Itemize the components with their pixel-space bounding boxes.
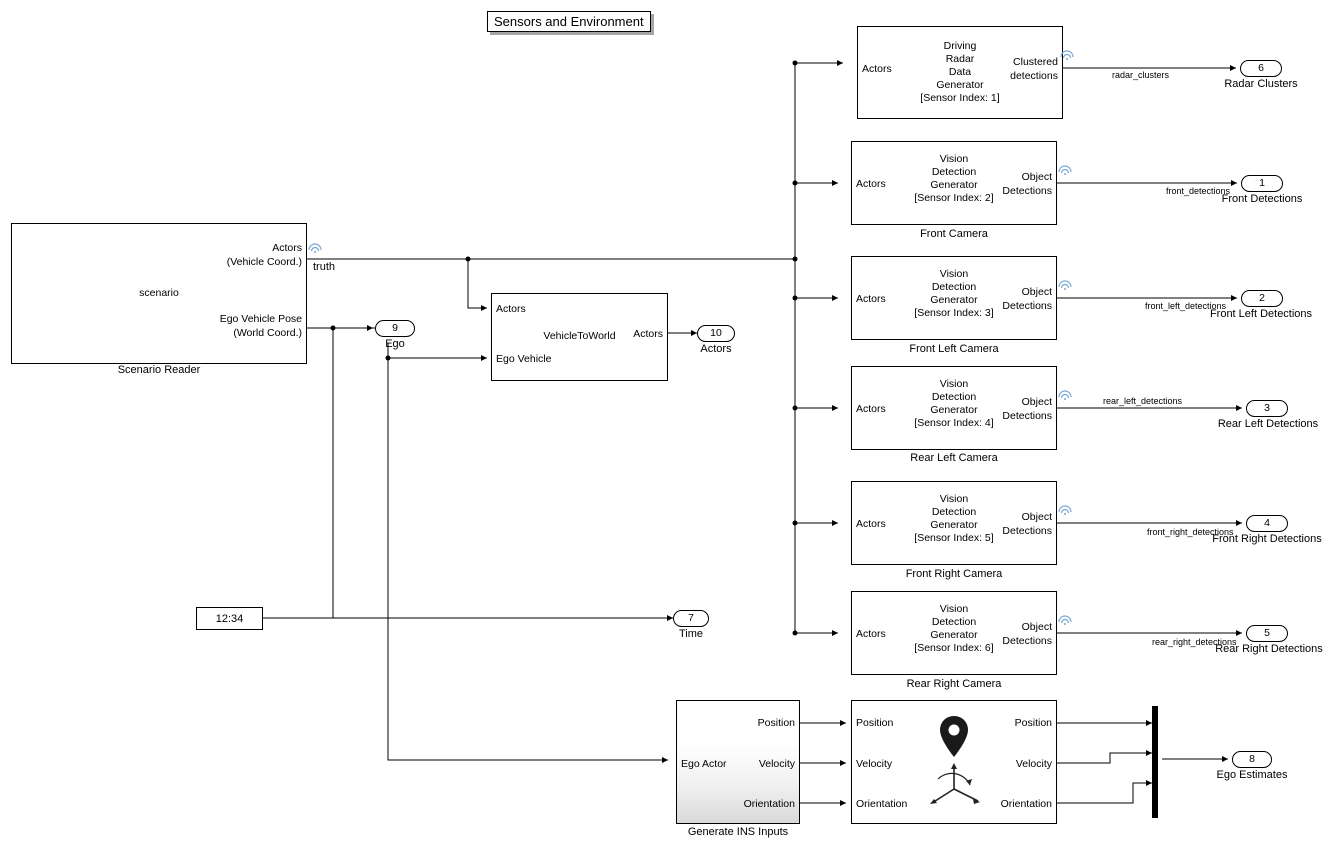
sensor-front-right-camera-caption: Front Right Camera: [905, 568, 1003, 580]
sensor-radar-in-actors: Actors: [862, 63, 892, 75]
scenario-reader-out-actors-line1: Actors: [272, 242, 302, 254]
vehicle-to-world-block[interactable]: [491, 293, 668, 381]
outport-actors[interactable]: 10: [697, 325, 735, 342]
sensor-radar-title-4: Generator: [936, 79, 984, 91]
wireless-signal-icon-rear-right: [1058, 615, 1072, 625]
ins-sensor-in-velocity: Velocity: [856, 758, 893, 770]
sensor-front-title-1: Vision: [939, 153, 969, 165]
vehicle-to-world-title: VehicleToWorld: [543, 330, 616, 342]
sensor-radar-title-5: [Sensor Index: 1]: [920, 92, 1000, 104]
scenario-reader-out-ego-line1: Ego Vehicle Pose: [219, 313, 302, 325]
outport-time-caption: Time: [678, 628, 704, 640]
signal-label-radar-clusters: radar_clusters: [1112, 70, 1170, 80]
sensor-front-out-line1: Object: [1021, 171, 1052, 183]
outport-rear-right-detections-caption: Rear Right Detections: [1215, 643, 1323, 655]
sensor-rear-right-camera-caption: Rear Right Camera: [906, 678, 1002, 690]
sensor-rear-right-title-2: Detection: [931, 616, 977, 628]
ins-sensor-in-position: Position: [856, 717, 894, 729]
signal-label-rear-left-detections: rear_left_detections: [1103, 396, 1183, 406]
sensor-rear-left-title-1: Vision: [939, 378, 969, 390]
sensor-front-left-title-4: [Sensor Index: 3]: [914, 307, 994, 319]
sensor-front-left-camera-caption: Front Left Camera: [909, 343, 999, 355]
outport-actors-caption: Actors: [700, 343, 732, 355]
signal-label-front-right-detections: front_right_detections: [1147, 527, 1234, 537]
map-pin-icon: [934, 713, 974, 761]
outport-rear-left-detections[interactable]: 3: [1246, 400, 1288, 417]
wireless-signal-icon-front: [1058, 165, 1072, 175]
sensor-front-title-2: Detection: [931, 166, 977, 178]
sensor-front-left-out-line1: Object: [1021, 286, 1052, 298]
sensor-radar-out-line2: detections: [1010, 70, 1058, 82]
outport-front-right-detections-caption: Front Right Detections: [1212, 533, 1322, 545]
outport-front-right-detections[interactable]: 4: [1246, 515, 1288, 532]
sensor-rear-left-camera-caption: Rear Left Camera: [910, 452, 998, 464]
vehicle-to-world-in-actors: Actors: [496, 303, 526, 315]
sensor-front-right-title-4: [Sensor Index: 5]: [914, 532, 994, 544]
outport-ego-estimates-caption: Ego Estimates: [1216, 769, 1288, 781]
outport-front-detections[interactable]: 1: [1241, 175, 1283, 192]
signal-label-truth: truth: [313, 261, 336, 273]
coordinate-axes-icon: [926, 761, 982, 813]
sensor-front-right-title-2: Detection: [931, 506, 977, 518]
sensor-radar-title-3: Data: [948, 66, 972, 78]
signal-label-front-left-detections: front_left_detections: [1145, 301, 1227, 311]
sensor-rear-left-out-line1: Object: [1021, 396, 1052, 408]
wireless-signal-icon-rear-left: [1058, 390, 1072, 400]
ins-sensor-in-orientation: Orientation: [856, 798, 908, 810]
sensor-rear-left-in-actors: Actors: [856, 403, 886, 415]
scenario-reader-out-ego-line2: (World Coord.): [233, 327, 302, 339]
sensor-rear-right-out-line1: Object: [1021, 621, 1052, 633]
sensor-block-radar[interactable]: [857, 26, 1063, 119]
scenario-reader-block[interactable]: [11, 223, 307, 364]
ins-sensor-out-position: Position: [1014, 717, 1052, 729]
signal-label-rear-right-detections: rear_right_detections: [1152, 637, 1237, 647]
annotation-sensors-and-environment: Sensors and Environment: [487, 11, 651, 32]
outport-front-detections-caption: Front Detections: [1221, 193, 1303, 205]
sensor-front-left-out-line2: Detections: [1002, 300, 1052, 312]
sensor-rear-left-title-2: Detection: [931, 391, 977, 403]
ins-sensor-out-velocity: Velocity: [1015, 758, 1052, 770]
sensor-front-right-title-1: Vision: [939, 493, 969, 505]
ins-sensor-out-orientation: Orientation: [1000, 798, 1052, 810]
outport-ego[interactable]: 9: [375, 320, 415, 337]
sensor-front-right-in-actors: Actors: [856, 518, 886, 530]
bus-creator-bar[interactable]: [1152, 706, 1158, 818]
sensor-front-left-in-actors: Actors: [856, 293, 886, 305]
outport-ego-estimates[interactable]: 8: [1232, 751, 1272, 768]
sensor-rear-right-out-line2: Detections: [1002, 635, 1052, 647]
ins-inputs-out-orientation: Orientation: [743, 798, 795, 810]
sensor-radar-out-line1: Clustered: [1013, 56, 1058, 68]
sensor-front-left-title-1: Vision: [939, 268, 969, 280]
scenario-reader-out-actors-line2: (Vehicle Coord.): [226, 256, 302, 268]
sensor-rear-left-title-3: Generator: [930, 404, 978, 416]
ins-inputs-out-velocity: Velocity: [758, 758, 795, 770]
sensor-front-left-title-2: Detection: [931, 281, 977, 293]
ins-inputs-out-position: Position: [757, 717, 795, 729]
wireless-signal-icon-front-left: [1058, 280, 1072, 290]
outport-rear-right-detections[interactable]: 5: [1246, 625, 1288, 642]
scenario-reader-name: scenario: [139, 287, 179, 299]
outport-time[interactable]: 7: [673, 610, 709, 627]
wireless-signal-icon-radar: [1060, 50, 1074, 60]
wireless-signal-icon-front-right: [1058, 505, 1072, 515]
sensor-front-title-4: [Sensor Index: 2]: [914, 192, 994, 204]
sensor-front-right-title-3: Generator: [930, 519, 978, 531]
sensor-block-rear-right-camera[interactable]: [851, 591, 1057, 675]
outport-radar-clusters[interactable]: 6: [1240, 60, 1282, 77]
sensor-radar-title-2: Radar: [945, 53, 975, 65]
signal-label-front-detections: front_detections: [1166, 186, 1231, 196]
vehicle-to-world-in-ego-vehicle: Ego Vehicle: [496, 353, 552, 365]
sensor-rear-right-in-actors: Actors: [856, 628, 886, 640]
sensor-front-right-out-line1: Object: [1021, 511, 1052, 523]
outport-front-left-detections-caption: Front Left Detections: [1209, 308, 1313, 320]
generate-ins-inputs-block[interactable]: [676, 700, 800, 824]
sensor-rear-left-title-4: [Sensor Index: 4]: [914, 417, 994, 429]
sensor-rear-right-title-1: Vision: [939, 603, 969, 615]
scenario-reader-caption: Scenario Reader: [117, 364, 201, 376]
sensor-rear-left-out-line2: Detections: [1002, 410, 1052, 422]
sensor-block-front-right-camera[interactable]: [851, 481, 1057, 565]
digital-clock-block[interactable]: 12:34: [196, 607, 263, 630]
ins-sensor-block[interactable]: [851, 700, 1057, 824]
ins-inputs-in-ego-actor: Ego Actor: [681, 758, 727, 770]
sensor-front-title-3: Generator: [930, 179, 978, 191]
sensor-front-left-title-3: Generator: [930, 294, 978, 306]
sensor-front-camera-caption: Front Camera: [920, 228, 988, 240]
outport-rear-left-detections-caption: Rear Left Detections: [1217, 418, 1319, 430]
sensor-front-out-line2: Detections: [1002, 185, 1052, 197]
vehicle-to-world-out-actors: Actors: [633, 328, 663, 340]
sensor-front-in-actors: Actors: [856, 178, 886, 190]
sensor-block-front-camera[interactable]: [851, 141, 1057, 225]
sensor-radar-title-1: Driving: [943, 40, 977, 52]
wireless-signal-icon-scenario: [308, 243, 322, 253]
outport-ego-caption: Ego: [385, 338, 405, 350]
outport-radar-clusters-caption: Radar Clusters: [1224, 78, 1298, 90]
generate-ins-inputs-caption: Generate INS Inputs: [687, 826, 789, 838]
sensor-rear-right-title-3: Generator: [930, 629, 978, 641]
sensor-front-right-out-line2: Detections: [1002, 525, 1052, 537]
sensor-block-rear-left-camera[interactable]: [851, 366, 1057, 450]
sensor-rear-right-title-4: [Sensor Index: 6]: [914, 642, 994, 654]
sensor-block-front-left-camera[interactable]: [851, 256, 1057, 340]
outport-front-left-detections[interactable]: 2: [1241, 290, 1283, 307]
